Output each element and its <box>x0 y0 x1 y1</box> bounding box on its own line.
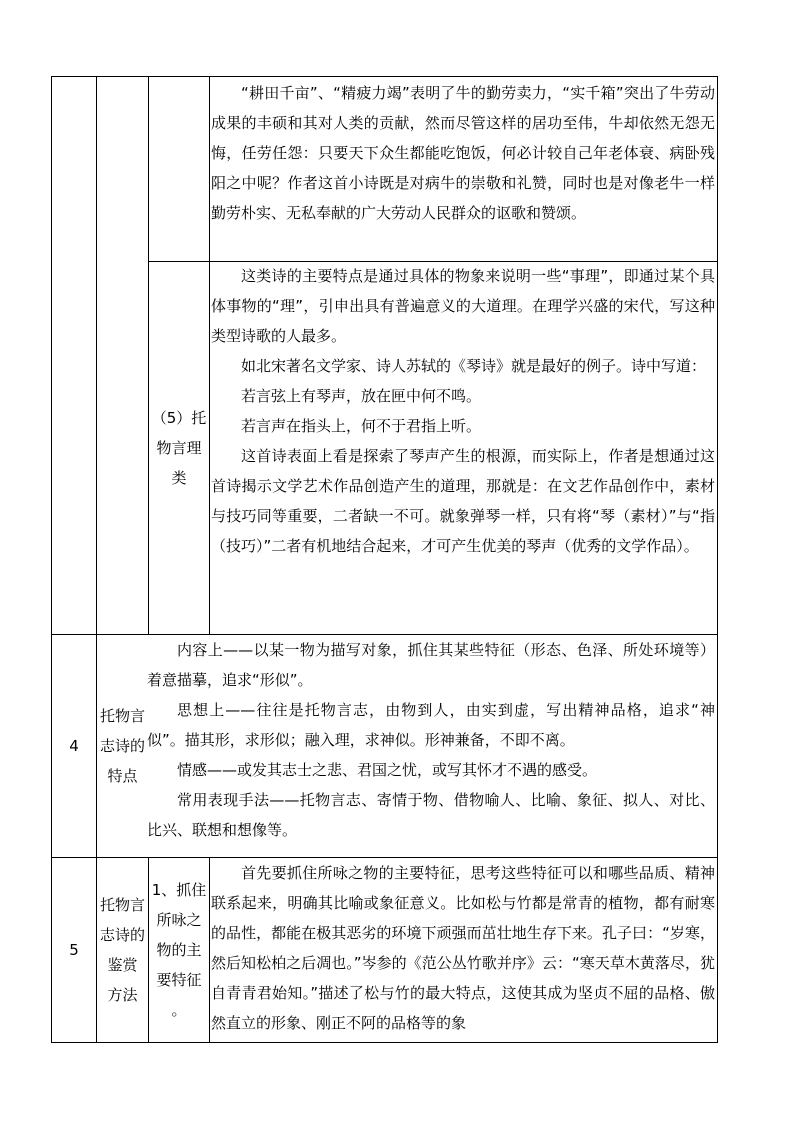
row-4-label-line: 特点 <box>107 767 138 785</box>
row-b-label-line: 类 <box>171 469 187 487</box>
row-5-sublabel-line: 要特征 <box>156 971 202 989</box>
table-border-right <box>717 76 718 1043</box>
row-5-label-line: 志诗的 <box>99 926 145 944</box>
row-5-content-cell <box>211 858 715 1042</box>
row-5-sublabel-line: 物的主 <box>156 941 202 959</box>
row-b-label-line: 物言理 <box>156 439 202 457</box>
row-5-sublabel-line: 所咏之 <box>156 911 202 929</box>
row-a-paragraph: “耕田千亩”、“精疲力竭”表明了牛的勤劳卖力，“实千箱”突出了牛劳动成果的丰硕和其对人类的贡献，然而尽管这样的居功至伟，牛却依然无怨无悔，任劳任怨：只要天下众生都能吃饱饭，何必计较自己年老体衰、病卧残阳之中呢？作者这首小诗既是对病牛的崇敬和礼赞，同时也是对像老牛一样勤劳朴实、无私奉献的广大劳动人民群众的讴歌和赞颂。 <box>211 84 715 222</box>
row-a-content-cell <box>211 78 715 260</box>
row-5-label <box>100 890 145 1010</box>
row-divider-bottom <box>51 1042 718 1043</box>
row-4-paragraph: 常用表现手法——托物言志、寄情于物、借物喻人、比喻、象征、拟人、对比、比兴、联想和想像等。 <box>147 791 715 839</box>
row-4-paragraph: 内容上——以某一物为描写对象，抓住其某些特征（形态、色泽、所处环境等）着意描摹，追求“形似”。 <box>147 641 715 689</box>
row-5-number: 5 <box>69 941 79 959</box>
row-5-sublabel-line: 1、抓住 <box>151 881 207 899</box>
row-5-sublabel-cell <box>149 858 209 1042</box>
row-4-label <box>100 701 145 791</box>
row-5-label-cell <box>97 858 148 1042</box>
row-5-number-cell <box>52 858 96 1042</box>
row-4-number: 4 <box>69 737 79 755</box>
row-b-paragraph: 这类诗的主要特点是通过具体的物象来说明一些“事理”，即通过某个具体事物的“理”，引申出具有普遍意义的大道理。在理学兴盛的宋代，写这种类型诗歌的人最多。 <box>211 267 715 345</box>
row-4-number-cell <box>52 635 96 857</box>
row-5-paragraph: 首先要抓住所咏之物的主要特征，思考这些特征可以和哪些品质、精神联系起来，明确其比喻或象征意义。比如松与竹都是常青的植物，都有耐寒的品性，都能在极其恶劣的环境下顽强而茁壮地生存下来。孔子曰：“岁寒，然后知松柏之后凋也。”岑参的《范公丛竹歌并序》云：“寒天草木黄落尽，犹自青青君始知。”描述了松与竹的最大特点，这使其成为坚贞不屈的品格、傲然直立的形象、刚正不阿的品格等的象 <box>211 864 715 1032</box>
row-5-label-line: 方法 <box>107 986 138 1004</box>
poem-line: 若言弦上有琴声，放在匣中何不鸣。 <box>241 387 482 405</box>
row-5-sublabel-line: 。 <box>171 1001 187 1019</box>
row-4-label-cell <box>97 635 148 857</box>
row-b-paragraph: 如北宋著名文学家、诗人苏轼的《琴诗》就是最好的例子。诗中写道： <box>241 357 707 375</box>
row-4-label-line: 托物言 <box>99 707 145 725</box>
row-divider-top <box>51 76 718 77</box>
col-divider-3-upper <box>209 76 210 634</box>
row-4-paragraph: 思想上——往往是托物言志，由物到人，由实到虚，写出精神品格，追求“神似”。描其形，求形似；融入理，求神似。形神兼备，不即不离。 <box>147 701 715 749</box>
row-5-sublabel <box>152 875 207 1025</box>
row-4-content-cell <box>147 635 715 857</box>
row-b-label <box>152 403 207 493</box>
poem-line: 若言声在指头上，何不于君指上听。 <box>241 417 482 435</box>
col-divider-3-lower <box>209 857 210 1043</box>
row-4-label-line: 志诗的 <box>99 737 145 755</box>
row-b-paragraph: 这首诗表面上看是探索了琴声产生的根源，而实际上，作者是想通过这首诗揭示文学艺术作品创造产生的道理，那就是：在文艺作品创作中，素材与技巧同等重要，二者缺一不可。就象弹琴一样，只有将“琴（素材）”与“指（技巧）”二者有机地结合起来，才可产生优美的琴声（优秀的文学作品）。 <box>211 447 715 555</box>
row-b-label-line: （5）托 <box>151 409 207 427</box>
row-4-paragraph: 情感——或发其志士之悲、君国之忧，或写其怀才不遇的感受。 <box>177 761 598 779</box>
row-b-content-cell <box>211 261 715 633</box>
row-5-label-line: 鉴赏 <box>107 956 138 974</box>
row-b-label-cell <box>149 262 209 634</box>
row-5-label-line: 托物言 <box>99 896 145 914</box>
